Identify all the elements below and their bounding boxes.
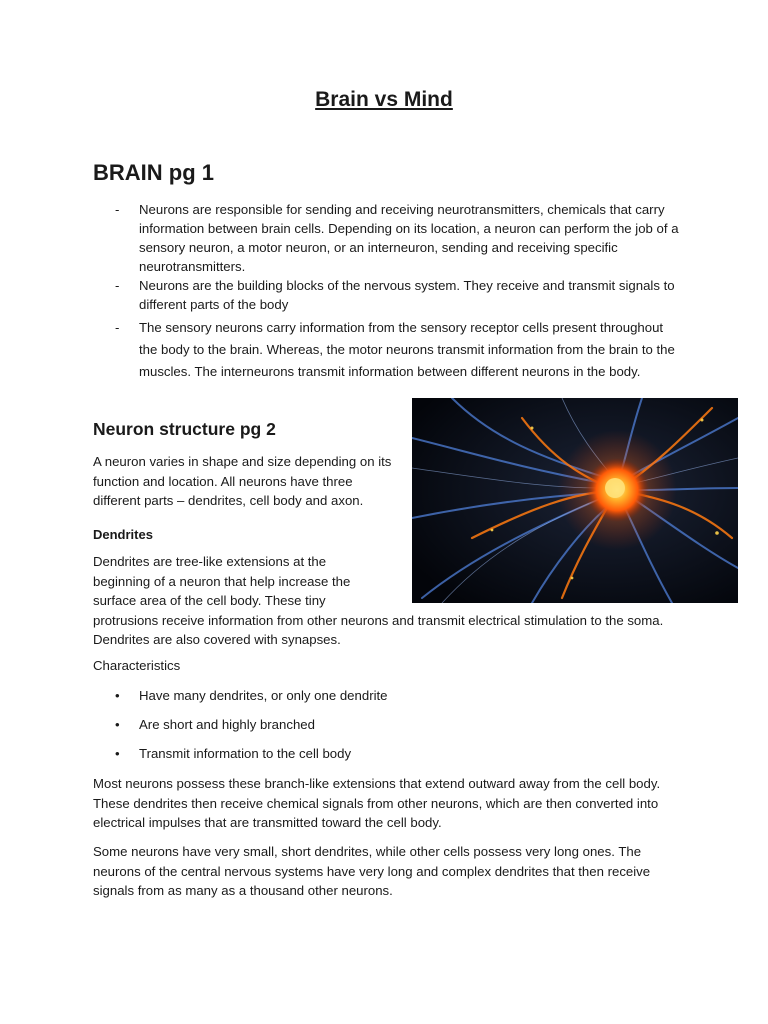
list-item: • Are short and highly branched [115,715,388,744]
dendrites-paragraph: Dendrites are tree-like extensions at the beginning of a neuron that help increase the surface area of the cell body. These tiny protrusions receive information from other neurons and transmit electrical stimulation to the soma. Dendrites are also covered with synapses. [93,554,664,647]
neuron-intro-paragraph: A neuron varies in shape and size depending on its function and location. All neurons have three different parts – dendrites, cell body and axon. [93,454,392,508]
length-paragraph: Some neurons have very small, short dendrites, while other cells possess very long ones. The neurons of the central nervous systems have very long and complex dendrites that then receive signals from as many as a thousand other neurons. [93,844,651,898]
list-item: • Have many dendrites, or only one dendrite [115,686,388,715]
image-float-spacer [363,552,683,609]
branch-paragraph: Most neurons possess these branch-like extensions that extend outward away from the cell body. These dendrites then receive chemical signals from other neurons, which are then converted into electrical impulses that are transmitted toward the cell body. [93,776,661,830]
list-item: - The sensory neurons carry information from the sensory receptor cells present throughout the body to the brain. Whereas, the motor neurons transmit information from the brain to the muscles. The interneurons transmit information between different neurons in the body. [115,317,685,383]
neuron-structure-heading: Neuron structure pg 2 [93,419,276,439]
characteristics-list [115,686,388,773]
list-item: - Neurons are responsible for sending and receiving neurotransmitters, chemicals that carry information between brain cells. Depending on its location, a neuron can perform the job of a sensory neuron, a motor neuron, or an interneuron, sending and receiving specific neurotransmitters. [115,200,685,276]
brain-points-list [115,200,685,383]
characteristics-label: Characteristics [93,658,181,673]
brain-heading: BRAIN pg 1 [93,160,214,185]
dendrites-section [93,552,683,650]
list-item: • Transmit information to the cell body [115,744,388,773]
document-title: Brain vs Mind [315,88,453,111]
list-item: - Neurons are the building blocks of the nervous system. They receive and transmit signals to different parts of the body [115,276,685,314]
dendrites-heading: Dendrites [93,527,153,542]
